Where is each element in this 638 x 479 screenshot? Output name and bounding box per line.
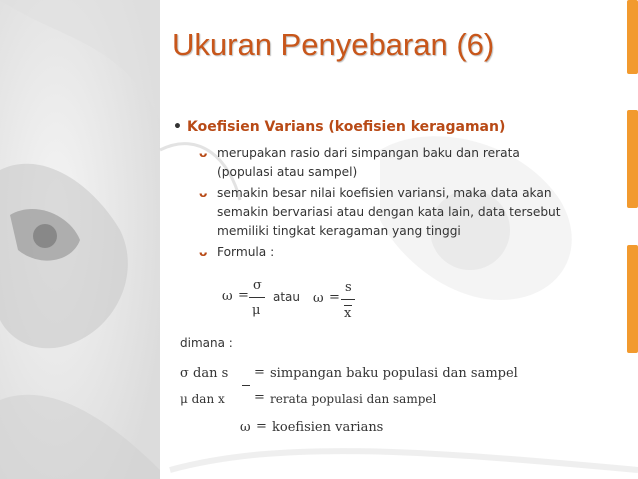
definitions-heading: dimana : — [180, 336, 233, 350]
main-bullet-text: Koefisien Varians (koefisien keragaman) — [187, 119, 506, 135]
sub-item-line: Formula : — [217, 245, 275, 259]
sub-item-line: memiliki tingkat keragaman yang tinggi — [217, 224, 461, 238]
sub-item-line: (populasi atau sampel) — [217, 165, 358, 179]
definition-text: simpangan baku populasi dan sampel — [270, 366, 518, 381]
sub-item-line: semakin bervariasi atau dengan kata lain, data tersebut — [217, 205, 561, 219]
formula-left-denominator: μ — [252, 303, 261, 318]
formula-connector: atau — [273, 290, 301, 304]
definition-text: rerata populasi dan sampel — [270, 392, 437, 406]
definition-symbol: σ dan s — [180, 366, 229, 381]
formula-right-denominator: x — [344, 306, 352, 321]
bullet-marker: • — [173, 119, 182, 135]
definition-symbol: ω — [240, 420, 251, 435]
sub-bullet-marker: ᴗ — [199, 186, 208, 200]
formula-left-lhs: ω — [222, 289, 233, 304]
definition-text: koefisien varians — [272, 420, 384, 435]
sub-item-1 — [199, 144, 520, 182]
formula-left-fraction-bar — [249, 297, 265, 298]
formula-left-numerator: σ — [253, 278, 262, 293]
sub-item-line: semakin besar nilai koefisien variansi, maka data akan — [217, 186, 552, 200]
formula-left-eq: = — [238, 288, 249, 303]
formula-right-fraction-bar — [341, 299, 355, 300]
orange-accent-bar-bottom — [627, 245, 638, 353]
orange-accent-bar-top — [627, 0, 638, 74]
definition-symbol: μ dan x — [180, 392, 225, 406]
sub-item-2 — [199, 184, 561, 241]
formula-right-lhs: ω — [313, 291, 324, 306]
sub-item-line: merupakan rasio dari simpangan baku dan rerata — [217, 146, 520, 160]
orange-accent-bar-middle — [627, 110, 638, 208]
definition-equals: = — [254, 365, 265, 380]
definition-equals: = — [254, 390, 265, 405]
formula-right-eq: = — [329, 290, 340, 305]
main-bullet — [173, 119, 505, 135]
formula-right-numerator: s — [345, 280, 352, 295]
xbar-overline — [242, 385, 250, 386]
sub-bullet-marker: ᴗ — [199, 245, 208, 259]
sub-item-3 — [199, 243, 275, 262]
definition-equals: = — [256, 419, 267, 434]
sub-bullet-marker: ᴗ — [199, 146, 208, 160]
slide-title: Ukuran Penyebaran (6) — [172, 27, 495, 62]
